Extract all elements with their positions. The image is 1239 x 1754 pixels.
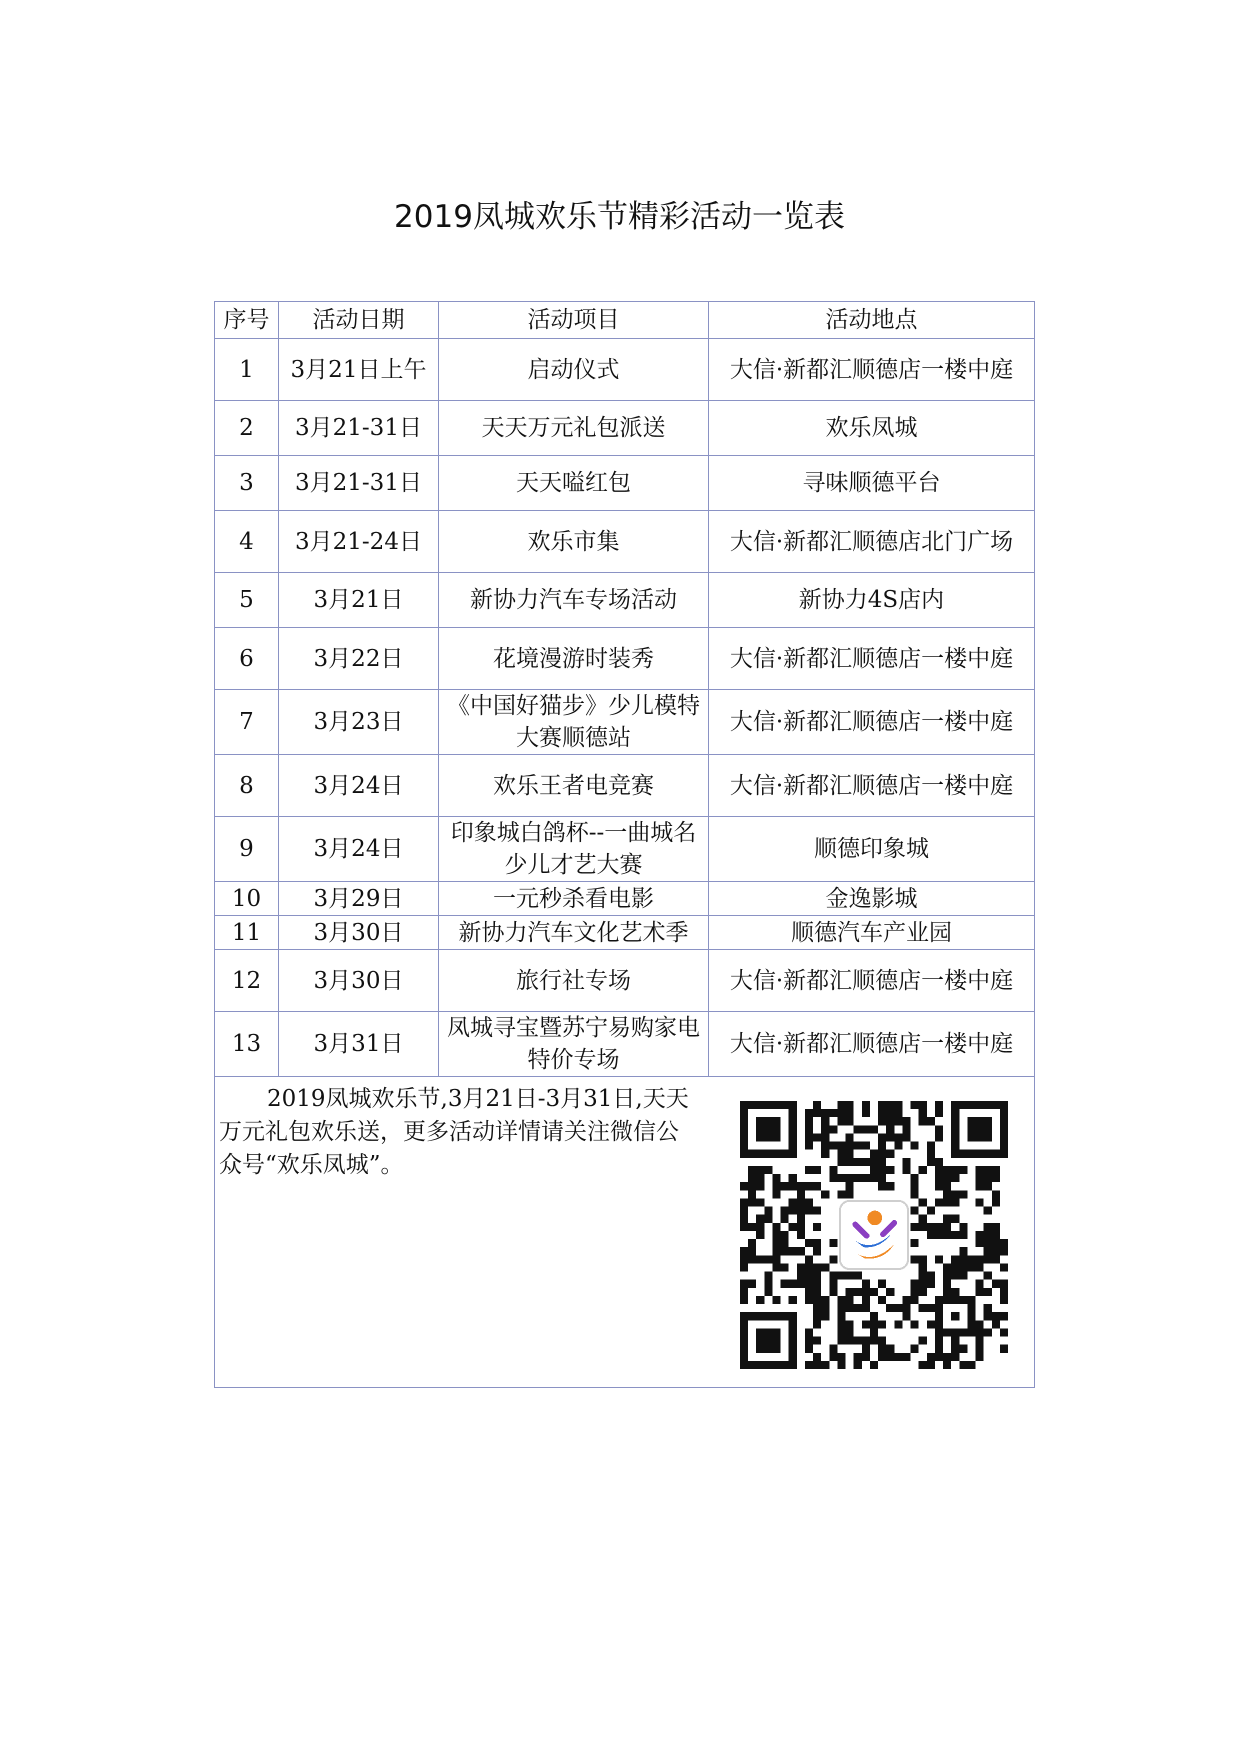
cell-date: 3月24日 — [279, 817, 439, 882]
footer-row — [215, 1077, 1035, 1388]
cell-event: 花境漫游时装秀 — [439, 628, 709, 690]
cell-date: 3月24日 — [279, 755, 439, 817]
cell-place: 大信·新都汇顺德店一楼中庭 — [709, 755, 1035, 817]
cell-date: 3月21-24日 — [279, 511, 439, 573]
cell-number: 5 — [215, 573, 279, 628]
cell-number: 7 — [215, 690, 279, 755]
cell-event: 凤城寻宝暨苏宁易购家电特价专场 — [439, 1012, 709, 1077]
cell-date: 3月30日 — [279, 950, 439, 1012]
cell-event: 《中国好猫步》少儿模特大赛顺德站 — [439, 690, 709, 755]
cell-place: 大信·新都汇顺德店北门广场 — [709, 511, 1035, 573]
cell-number: 1 — [215, 339, 279, 401]
table-row — [215, 950, 1035, 1012]
wechat-qr-code-icon — [740, 1101, 1008, 1369]
header-place: 活动地点 — [709, 302, 1035, 339]
cell-place: 大信·新都汇顺德店一楼中庭 — [709, 950, 1035, 1012]
cell-number: 11 — [215, 916, 279, 950]
cell-number: 3 — [215, 456, 279, 511]
cell-event: 印象城白鸽杯--一曲城名少儿才艺大赛 — [439, 817, 709, 882]
cell-place: 大信·新都汇顺德店一楼中庭 — [709, 628, 1035, 690]
header-date: 活动日期 — [279, 302, 439, 339]
cell-date: 3月23日 — [279, 690, 439, 755]
table-header-row — [215, 302, 1035, 339]
cell-number: 9 — [215, 817, 279, 882]
table-row — [215, 573, 1035, 628]
table-row — [215, 628, 1035, 690]
cell-event: 天天嗌红包 — [439, 456, 709, 511]
cell-event: 欢乐市集 — [439, 511, 709, 573]
header-number: 序号 — [215, 302, 279, 339]
header-event: 活动项目 — [439, 302, 709, 339]
table-body — [215, 339, 1035, 1077]
cell-date: 3月30日 — [279, 916, 439, 950]
cell-event: 新协力汽车文化艺术季 — [439, 916, 709, 950]
cell-place: 寻味顺德平台 — [709, 456, 1035, 511]
cell-date: 3月21日 — [279, 573, 439, 628]
table-row — [215, 1012, 1035, 1077]
table-row — [215, 511, 1035, 573]
table-row — [215, 401, 1035, 456]
cell-place: 欢乐凤城 — [709, 401, 1035, 456]
cell-number: 2 — [215, 401, 279, 456]
cell-date: 3月21日上午 — [279, 339, 439, 401]
cell-number: 10 — [215, 882, 279, 916]
cell-place: 大信·新都汇顺德店一楼中庭 — [709, 1012, 1035, 1077]
table-row — [215, 339, 1035, 401]
activity-table — [214, 301, 1035, 1388]
cell-number: 8 — [215, 755, 279, 817]
cell-number: 12 — [215, 950, 279, 1012]
cell-event: 欢乐王者电竞赛 — [439, 755, 709, 817]
cell-event: 启动仪式 — [439, 339, 709, 401]
table-row — [215, 456, 1035, 511]
footer-cell — [215, 1077, 1035, 1388]
cell-date: 3月22日 — [279, 628, 439, 690]
cell-event: 旅行社专场 — [439, 950, 709, 1012]
cell-event: 一元秒杀看电影 — [439, 882, 709, 916]
cell-number: 4 — [215, 511, 279, 573]
cell-event: 天天万元礼包派送 — [439, 401, 709, 456]
cell-number: 13 — [215, 1012, 279, 1077]
page-title: 2019凤城欢乐节精彩活动一览表 — [394, 199, 845, 235]
cell-place: 大信·新都汇顺德店一楼中庭 — [709, 690, 1035, 755]
table-row — [215, 882, 1035, 916]
cell-place: 金逸影城 — [709, 882, 1035, 916]
cell-date: 3月21-31日 — [279, 456, 439, 511]
cell-place: 顺德汽车产业园 — [709, 916, 1035, 950]
cell-date: 3月29日 — [279, 882, 439, 916]
table-row — [215, 755, 1035, 817]
cell-event: 新协力汽车专场活动 — [439, 573, 709, 628]
cell-place: 大信·新都汇顺德店一楼中庭 — [709, 339, 1035, 401]
table-row — [215, 916, 1035, 950]
cell-place: 新协力4S店内 — [709, 573, 1035, 628]
table-row — [215, 690, 1035, 755]
cell-number: 6 — [215, 628, 279, 690]
cell-date: 3月21-31日 — [279, 401, 439, 456]
cell-place: 顺德印象城 — [709, 817, 1035, 882]
cell-date: 3月31日 — [279, 1012, 439, 1077]
footer-note: 2019凤城欢乐节,3月21日-3月31日,天天万元礼包欢乐送，更多活动详情请关注微信公众号“欢乐凤城”。 — [219, 1086, 689, 1178]
table-row — [215, 817, 1035, 882]
